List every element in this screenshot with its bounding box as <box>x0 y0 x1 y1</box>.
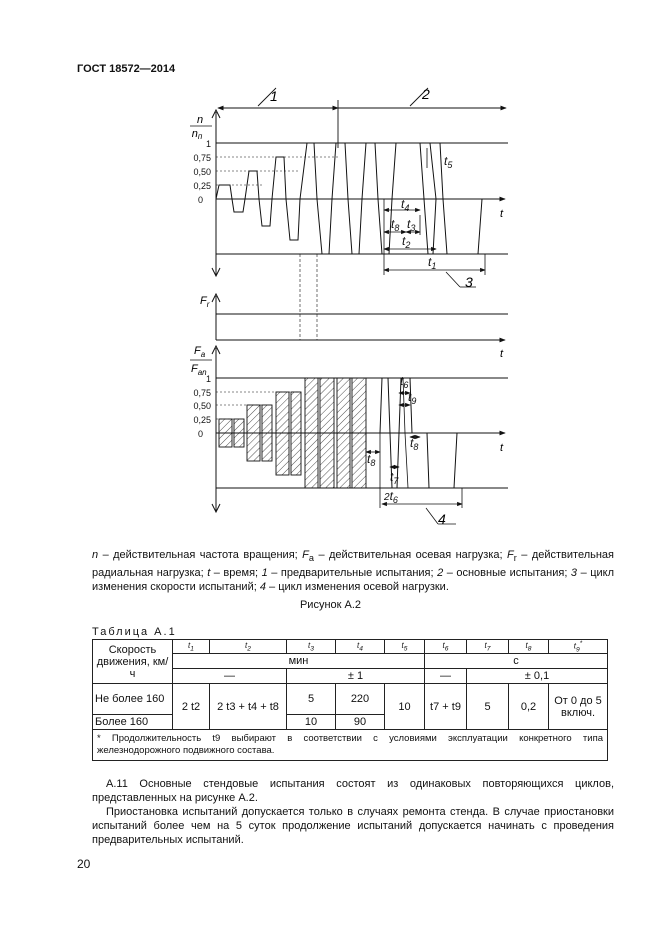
level-b-1: 1 <box>205 374 211 384</box>
cell-t4-r2: 90 <box>336 715 385 730</box>
legend-run: – время; <box>210 566 262 579</box>
legend-run: – цикл изменения скорости испытаний; <box>92 566 614 594</box>
col-t2: $t_2$ <box>210 640 287 654</box>
legend-run: a <box>308 553 314 564</box>
col-t3: $t_3$ <box>287 640 336 654</box>
legend-run: F <box>507 549 514 561</box>
figure-caption: Рисунок А.2 <box>299 599 362 611</box>
row-head: Скорость движения, км/ч <box>93 640 173 684</box>
legend-run: 1 <box>261 566 268 579</box>
speed-row-1: Не более 160 <box>93 684 173 715</box>
document-header: ГОСТ 18572—2014 <box>77 63 176 75</box>
tol-3: — <box>425 669 467 684</box>
cell-t2: 2 t3 + t4 + t8 <box>210 684 287 730</box>
svg-text:Fa: $F_a$ <box>194 345 206 359</box>
fr-axis-label: $F_r$ <box>200 295 210 309</box>
time-axis-label-mid: t <box>500 348 504 360</box>
time-axis-label-bottom: t <box>500 442 504 454</box>
tol-1: — <box>173 669 287 684</box>
label-t6: $t_6$ <box>400 374 409 390</box>
page-number: 20 <box>77 857 91 871</box>
legend-run: 4 <box>259 581 266 594</box>
label-t5: $t_5$ <box>444 154 453 170</box>
cell-t7: 5 <box>467 684 509 730</box>
cell-t6: t7 + t9 <box>425 684 467 730</box>
level-b-050: 0,50 <box>193 401 211 411</box>
cell-t5: 10 <box>385 684 425 730</box>
level-b-0: 0 <box>197 429 203 439</box>
cycle-label-4: 4 <box>438 511 446 527</box>
level-0: 0 <box>197 195 203 205</box>
axial-load-chart <box>190 345 508 512</box>
test-duration-table <box>92 639 608 761</box>
legend-run: – действительная частота вращения; <box>98 549 303 561</box>
svg-text:Fan: $F_{an}$ <box>191 363 207 377</box>
cell-t1: 2 t2 <box>173 684 210 730</box>
speed-row-2: Более 160 <box>93 715 173 730</box>
cell-t4-r1: 220 <box>336 684 385 715</box>
col-t4: $t_4$ <box>336 640 385 654</box>
label-t1: $t_1$ <box>428 255 437 271</box>
legend-run: n <box>92 549 99 561</box>
label-t7: $t_7$ <box>390 470 399 486</box>
level-b-025: 0,25 <box>193 415 211 425</box>
svg-text:n: n <box>196 114 204 126</box>
col-t6: $t_6$ <box>425 640 467 654</box>
table-footnote: * Продолжительность t9 выбирают в соответствии с условиями эксплуатации конкретного типа железнодорожного подвижного состава. <box>93 730 608 761</box>
cycle-label-2: 2 <box>422 86 430 102</box>
figure-legend <box>92 548 614 595</box>
cycle-label-1: 1 <box>270 88 278 104</box>
paragraph-suspension: Приостановка испытаний допускается только в случаях ремонта стенда. В случае приостановки испытаний более чем на 5 суток продолжение испытаний допускается начинать с проведения предварительных испытаний. <box>92 806 614 846</box>
time-axis-label-top: t <box>500 208 504 220</box>
fa-axis-label <box>190 345 212 377</box>
unit-min: мин <box>173 654 425 669</box>
legend-run: – основные испытания; <box>443 566 571 579</box>
label-t8-left: $t_8$ <box>367 452 376 468</box>
radial-load-chart <box>200 294 508 360</box>
label-t9: $t_9$ <box>408 390 417 406</box>
level-075: 0,75 <box>193 153 211 163</box>
label-t2: $t_2$ <box>402 234 411 250</box>
cell-t8: 0,2 <box>509 684 549 730</box>
cycle-range-arrows <box>218 88 506 148</box>
legend-run: – предварительные испытания; <box>267 566 438 579</box>
legend-run: – действительная радиальная нагрузка; <box>92 549 614 579</box>
cycle-label-3: 3 <box>465 274 473 290</box>
label-2t6: $2t_6$ <box>384 489 398 505</box>
label-t8-bottom: $t_8$ <box>410 436 419 452</box>
col-t7: $t_7$ <box>467 640 509 654</box>
col-t8: $t_8$ <box>509 640 549 654</box>
speed-axis-label <box>190 114 212 141</box>
level-b-075: 0,75 <box>193 388 211 398</box>
legend-run: – действительная осевая нагрузка; <box>314 549 508 561</box>
level-050: 0,50 <box>193 167 211 177</box>
legend-run: – цикл изменения осевой нагрузки. <box>265 581 449 594</box>
tol-4: ± 0,1 <box>467 669 608 684</box>
unit-s: с <box>425 654 608 669</box>
tol-2: ± 1 <box>287 669 425 684</box>
cell-t9: От 0 до 5 включ. <box>549 684 608 730</box>
level-1: 1 <box>205 139 211 149</box>
speed-chart <box>190 110 508 340</box>
col-t5: $t_5$ <box>385 640 425 654</box>
table-caption: Таблица А.1 <box>92 626 177 638</box>
legend-run: r <box>513 553 517 564</box>
legend-run: t <box>207 566 211 579</box>
legend-run: 2 <box>437 566 444 579</box>
legend-run: F <box>302 549 309 561</box>
level-025: 0,25 <box>193 181 211 191</box>
legend-run: 3 <box>570 566 578 579</box>
label-t3: $t_3$ <box>407 217 416 233</box>
cell-t3-r1: 5 <box>287 684 336 715</box>
svg-text:nп: nп <box>191 128 203 141</box>
cell-t3-r2: 10 <box>287 715 336 730</box>
label-t8: $t_8$ <box>391 217 400 233</box>
paragraph-a11: А.11 Основные стендовые испытания состоят из одинаковых повторяющихся циклов, представленных на рисунке А.2. <box>92 778 614 804</box>
col-t1: $t_1$ <box>173 640 210 654</box>
label-t4: $t_4$ <box>401 197 410 213</box>
col-t9: $t_9^*$ <box>549 640 608 654</box>
